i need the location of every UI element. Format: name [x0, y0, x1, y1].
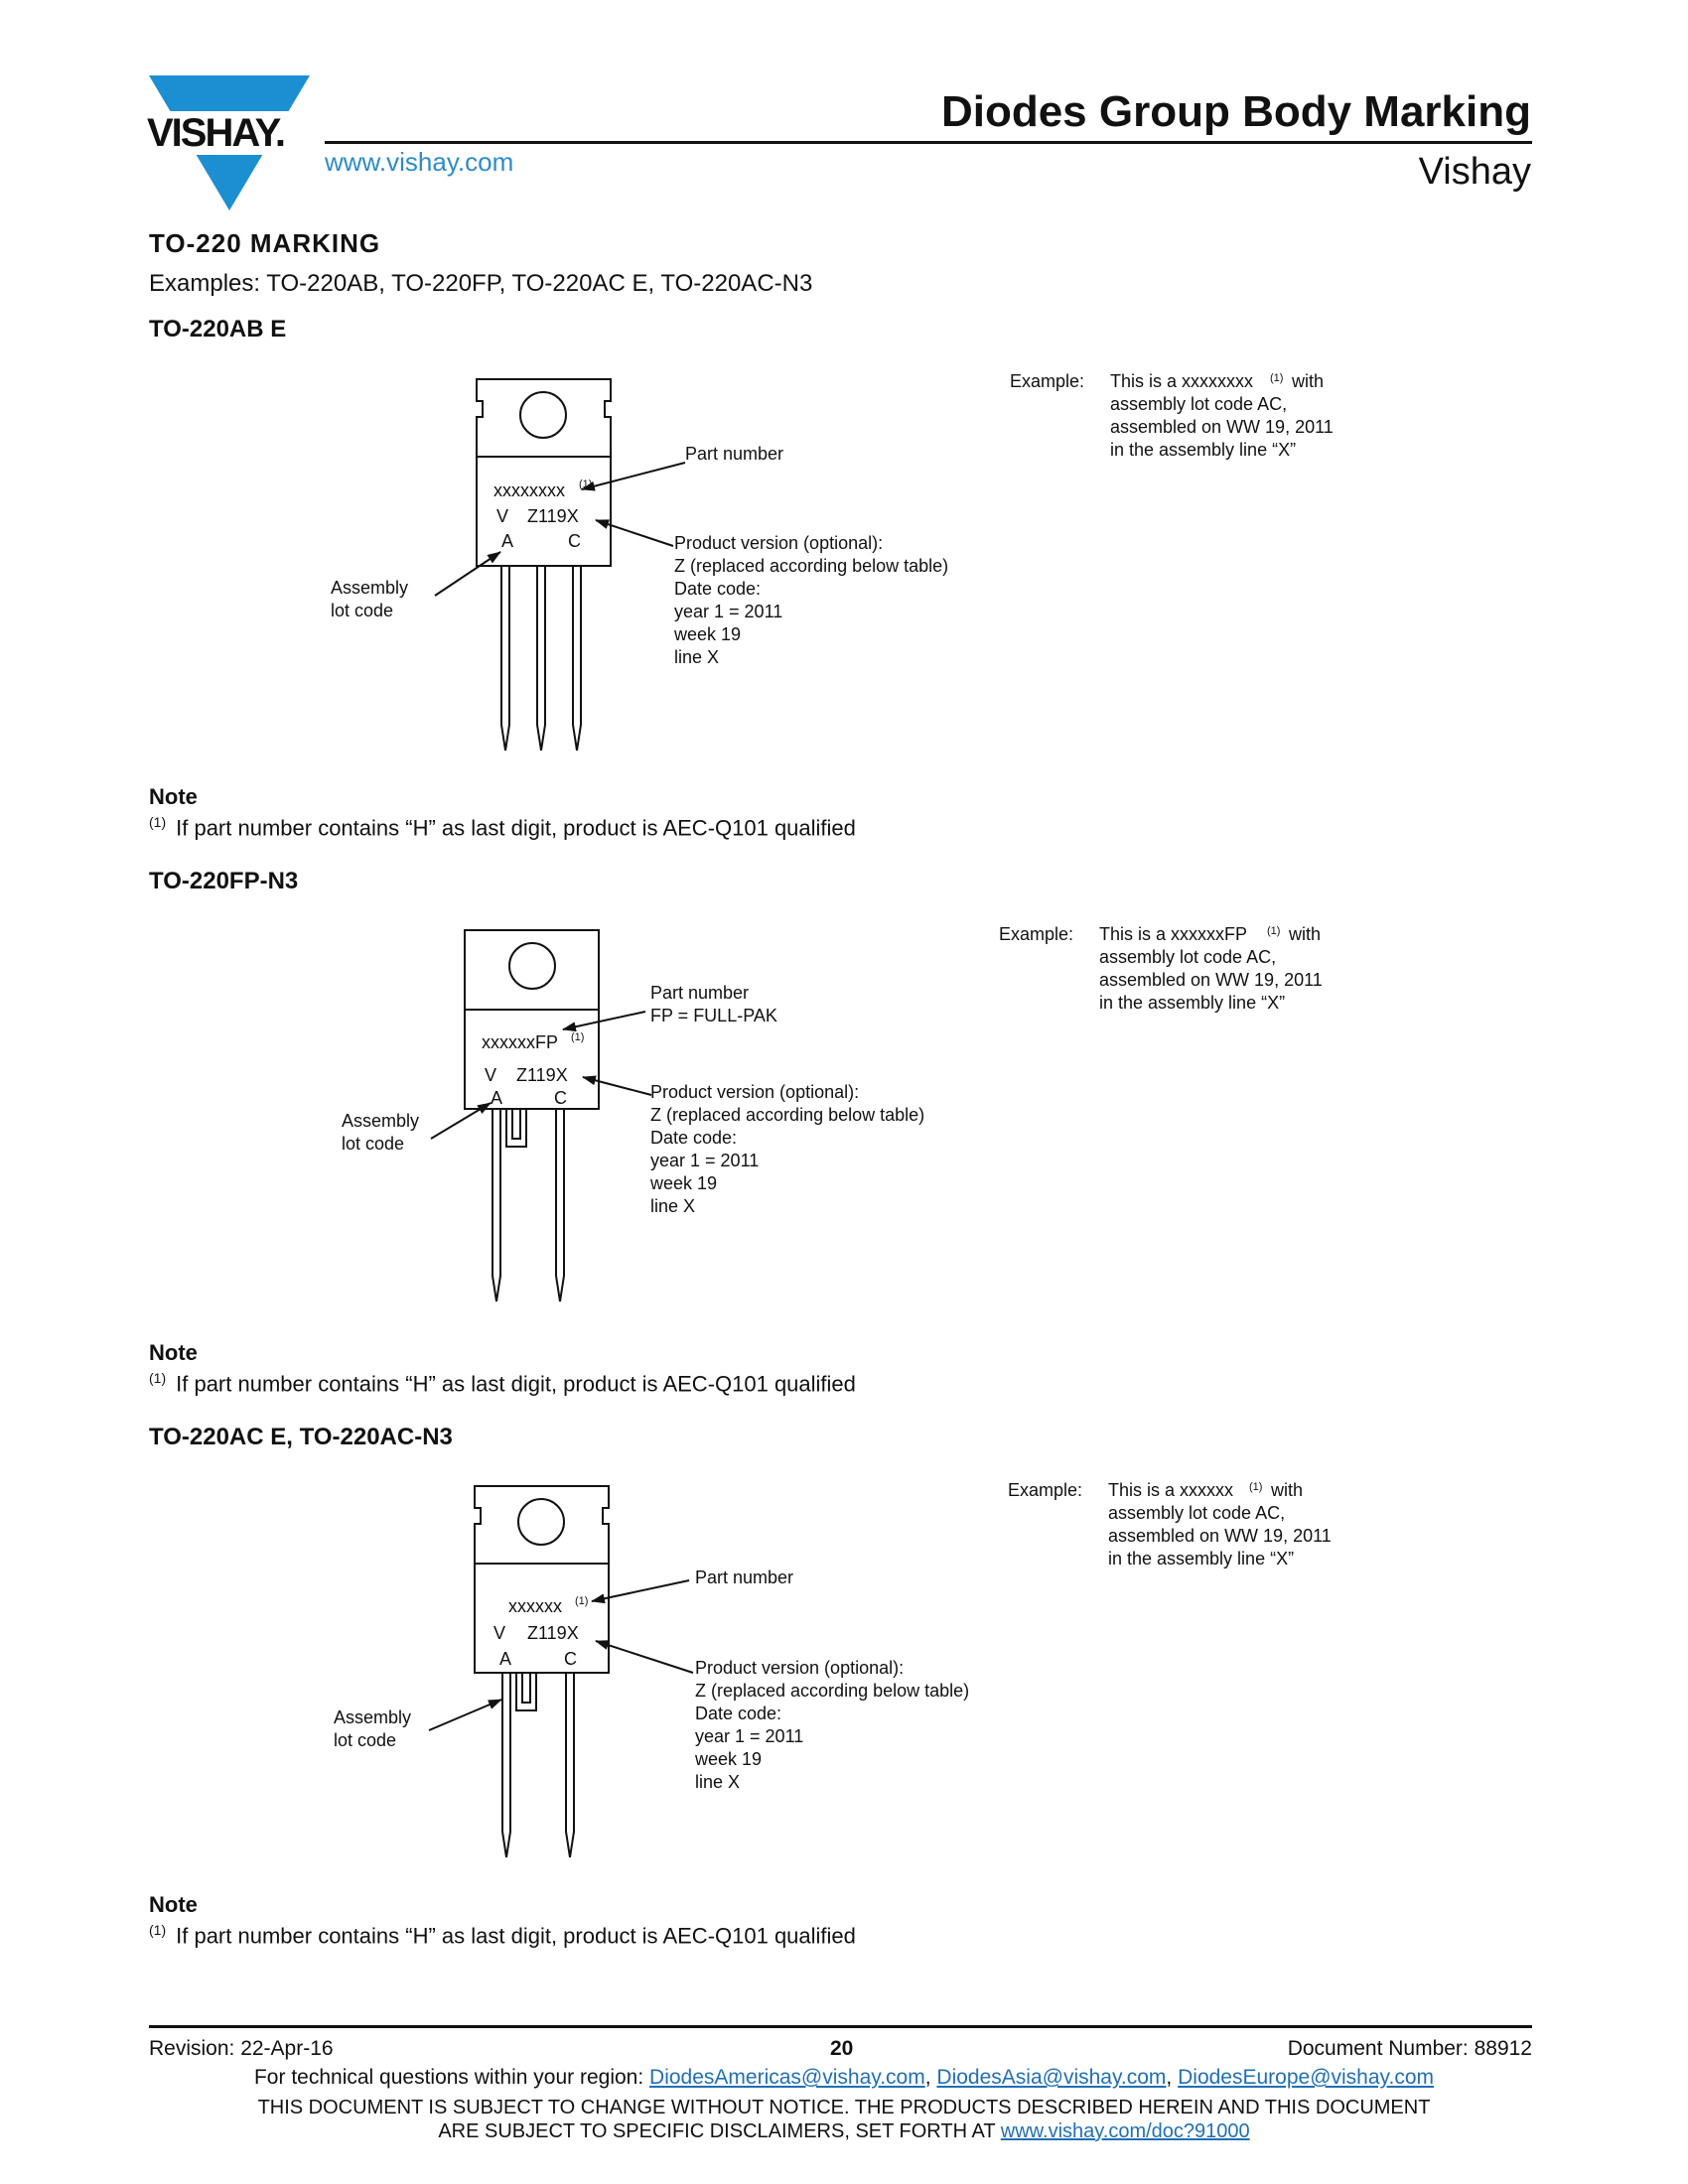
product-version-line: line X: [674, 647, 720, 667]
lead-2: [537, 566, 545, 751]
example-line: assembled on WW 19, 2011: [1110, 417, 1334, 437]
lead-stub: [516, 1673, 536, 1710]
example-line: assembled on WW 19, 2011: [1108, 1526, 1332, 1546]
note-heading: Note: [149, 1892, 198, 1917]
footer-page-number: 20: [830, 2037, 854, 2060]
lead-1: [502, 1673, 510, 1857]
package-body: [465, 1010, 599, 1109]
mark-code: Z119X: [527, 1623, 579, 1643]
product-version-line: year 1 = 2011: [695, 1726, 804, 1746]
document-title: Diodes Group Body Marking: [940, 87, 1531, 136]
footer-doc-number: Document Number: 88912: [1287, 2037, 1532, 2060]
part-number-label: Part number: [650, 983, 750, 1003]
logo-text: VISHAY.: [147, 111, 284, 155]
example-sup: (1): [1249, 1481, 1263, 1493]
product-version-line: Z (replaced according below table): [650, 1105, 925, 1125]
product-version-line: Date code:: [674, 579, 762, 599]
mark-part-code: xxxxxx: [508, 1596, 562, 1616]
product-version-line: line X: [695, 1772, 741, 1792]
mark-sup: (1): [575, 1595, 589, 1607]
mark-v: V: [496, 506, 509, 526]
example-line: with: [1289, 924, 1322, 944]
example-line: with: [1292, 371, 1325, 391]
example-line: assembled on WW 19, 2011: [1099, 970, 1323, 990]
product-version-line: line X: [650, 1196, 696, 1216]
note-heading: Note: [149, 784, 198, 809]
part-number-label: Part number: [695, 1568, 794, 1587]
mounting-hole: [518, 1499, 564, 1545]
example-sup: (1): [1270, 372, 1284, 384]
diagram-heading: TO-220AC E, TO-220AC-N3: [149, 1424, 453, 1450]
product-version-line: Z (replaced according below table): [695, 1681, 970, 1701]
product-version-line: week 19: [650, 1173, 718, 1193]
mounting-hole: [520, 392, 566, 438]
footer-disclaimer-1: THIS DOCUMENT IS SUBJECT TO CHANGE WITHOUT NOTICE. THE PRODUCTS DESCRIBED HEREIN AND THIS DOCUMENT: [257, 2097, 1431, 2118]
mark-pin-c: C: [554, 1088, 567, 1108]
footer-disclaimer-2: ARE SUBJECT TO SPECIFIC DISCLAIMERS, SET FORTH AT www.vishay.com/doc?91000: [438, 2120, 1250, 2142]
email-europe-link[interactable]: DiodesEurope@vishay.com: [1178, 2066, 1434, 2089]
to220ab-diagram: [0, 357, 1688, 774]
example-line: in the assembly line “X”: [1108, 1549, 1295, 1569]
lead-3: [556, 1109, 564, 1301]
product-version-line: Date code:: [695, 1704, 782, 1723]
product-version-line: Z (replaced according below table): [674, 556, 949, 576]
assembly-label: Assembly: [331, 578, 409, 598]
header-url-link[interactable]: www.vishay.com: [325, 147, 514, 177]
example-line: in the assembly line “X”: [1110, 440, 1297, 460]
lead-3: [566, 1673, 574, 1857]
mark-sup: (1): [579, 478, 593, 490]
diagram-heading: TO-220FP-N3: [149, 868, 299, 894]
note-heading: Note: [149, 1340, 198, 1365]
example-line: with: [1271, 1480, 1304, 1500]
section-title: TO-220 MARKING: [149, 228, 381, 258]
email-asia-link[interactable]: DiodesAsia@vishay.com: [936, 2066, 1167, 2089]
example-line: in the assembly line “X”: [1099, 993, 1286, 1013]
email-americas-link[interactable]: DiodesAmericas@vishay.com: [649, 2066, 925, 2089]
to220ac-diagram: [0, 1464, 1688, 1881]
lead-1: [492, 1109, 500, 1301]
lot-code-label: lot code: [342, 1134, 405, 1154]
product-version-line: year 1 = 2011: [674, 602, 783, 621]
part-number-label: Part number: [685, 444, 784, 464]
mark-code: Z119X: [516, 1065, 568, 1085]
example-line: assembly lot code AC,: [1108, 1503, 1286, 1523]
note-text: $^{(1)}$ If part number contains “H” as last digit, product is AEC-Q101 qualified: [149, 1370, 856, 1397]
mark-part-code: xxxxxxxx: [493, 480, 565, 500]
assembly-label: Assembly: [334, 1707, 412, 1727]
footer-revision: Revision: 22-Apr-16: [149, 2037, 334, 2060]
product-version-line: week 19: [674, 624, 742, 644]
header-rule: [325, 141, 1532, 144]
to220fp-diagram: [0, 908, 1688, 1325]
mounting-hole: [509, 943, 555, 989]
section-examples: Examples: TO-220AB, TO-220FP, TO-220AC E, TO-220AC-N3: [149, 270, 813, 297]
lot-code-label: lot code: [331, 601, 394, 620]
mark-pin-c: C: [564, 1649, 577, 1669]
package-tab: [475, 1486, 609, 1564]
mark-v: V: [485, 1065, 497, 1085]
product-version-line: Product version (optional):: [695, 1658, 905, 1678]
lot-code-label: lot code: [334, 1730, 397, 1750]
footer-rule: [149, 2025, 1532, 2028]
example-label: Example:: [999, 924, 1074, 944]
example-line: assembly lot code AC,: [1099, 947, 1277, 967]
note-text: $^{(1)}$ If part number contains “H” as last digit, product is AEC-Q101 qualified: [149, 814, 856, 841]
mark-pin-a: A: [501, 531, 514, 551]
diagram-heading: TO-220AB E: [149, 316, 287, 342]
example-line: assembly lot code AC,: [1110, 394, 1288, 414]
product-version-line: Product version (optional):: [650, 1082, 860, 1102]
mark-part-code: xxxxxxFP: [482, 1032, 559, 1052]
mark-pin-c: C: [568, 531, 581, 551]
mark-code: Z119X: [527, 506, 579, 526]
mark-v: V: [493, 1623, 506, 1643]
product-version-line: Product version (optional):: [674, 533, 884, 553]
example-line: This is a xxxxxxxx: [1110, 371, 1254, 391]
mark-sup: (1): [571, 1031, 585, 1043]
product-version-line: Date code:: [650, 1128, 738, 1148]
assembly-label: Assembly: [342, 1111, 420, 1131]
package-body: [475, 1564, 609, 1673]
package-tab: [465, 930, 599, 1010]
package-tab: [477, 379, 611, 457]
mark-pin-a: A: [491, 1088, 503, 1108]
example-line: This is a xxxxxxFP: [1099, 924, 1248, 944]
lead-3: [573, 566, 581, 751]
document-brand: Vishay: [1418, 151, 1531, 193]
note-text: $^{(1)}$ If part number contains “H” as last digit, product is AEC-Q101 qualified: [149, 1922, 856, 1949]
part-number-note: FP = FULL-PAK: [650, 1006, 777, 1025]
disclaimer-link[interactable]: www.vishay.com/doc?91000: [1000, 2120, 1250, 2142]
product-version-line: year 1 = 2011: [650, 1151, 760, 1170]
lead-stub: [506, 1109, 526, 1147]
example-sup: (1): [1267, 925, 1281, 937]
product-version-line: week 19: [695, 1749, 763, 1769]
footer-tech-line: For technical questions within your region: DiodesAmericas@vishay.com, DiodesAsia@vishay.com, DiodesEurope@vishay.com: [253, 2066, 1434, 2089]
mark-pin-a: A: [499, 1649, 512, 1669]
lead-1: [501, 566, 509, 751]
example-line: This is a xxxxxx: [1108, 1480, 1234, 1500]
example-label: Example:: [1008, 1480, 1083, 1500]
example-label: Example:: [1010, 371, 1085, 391]
